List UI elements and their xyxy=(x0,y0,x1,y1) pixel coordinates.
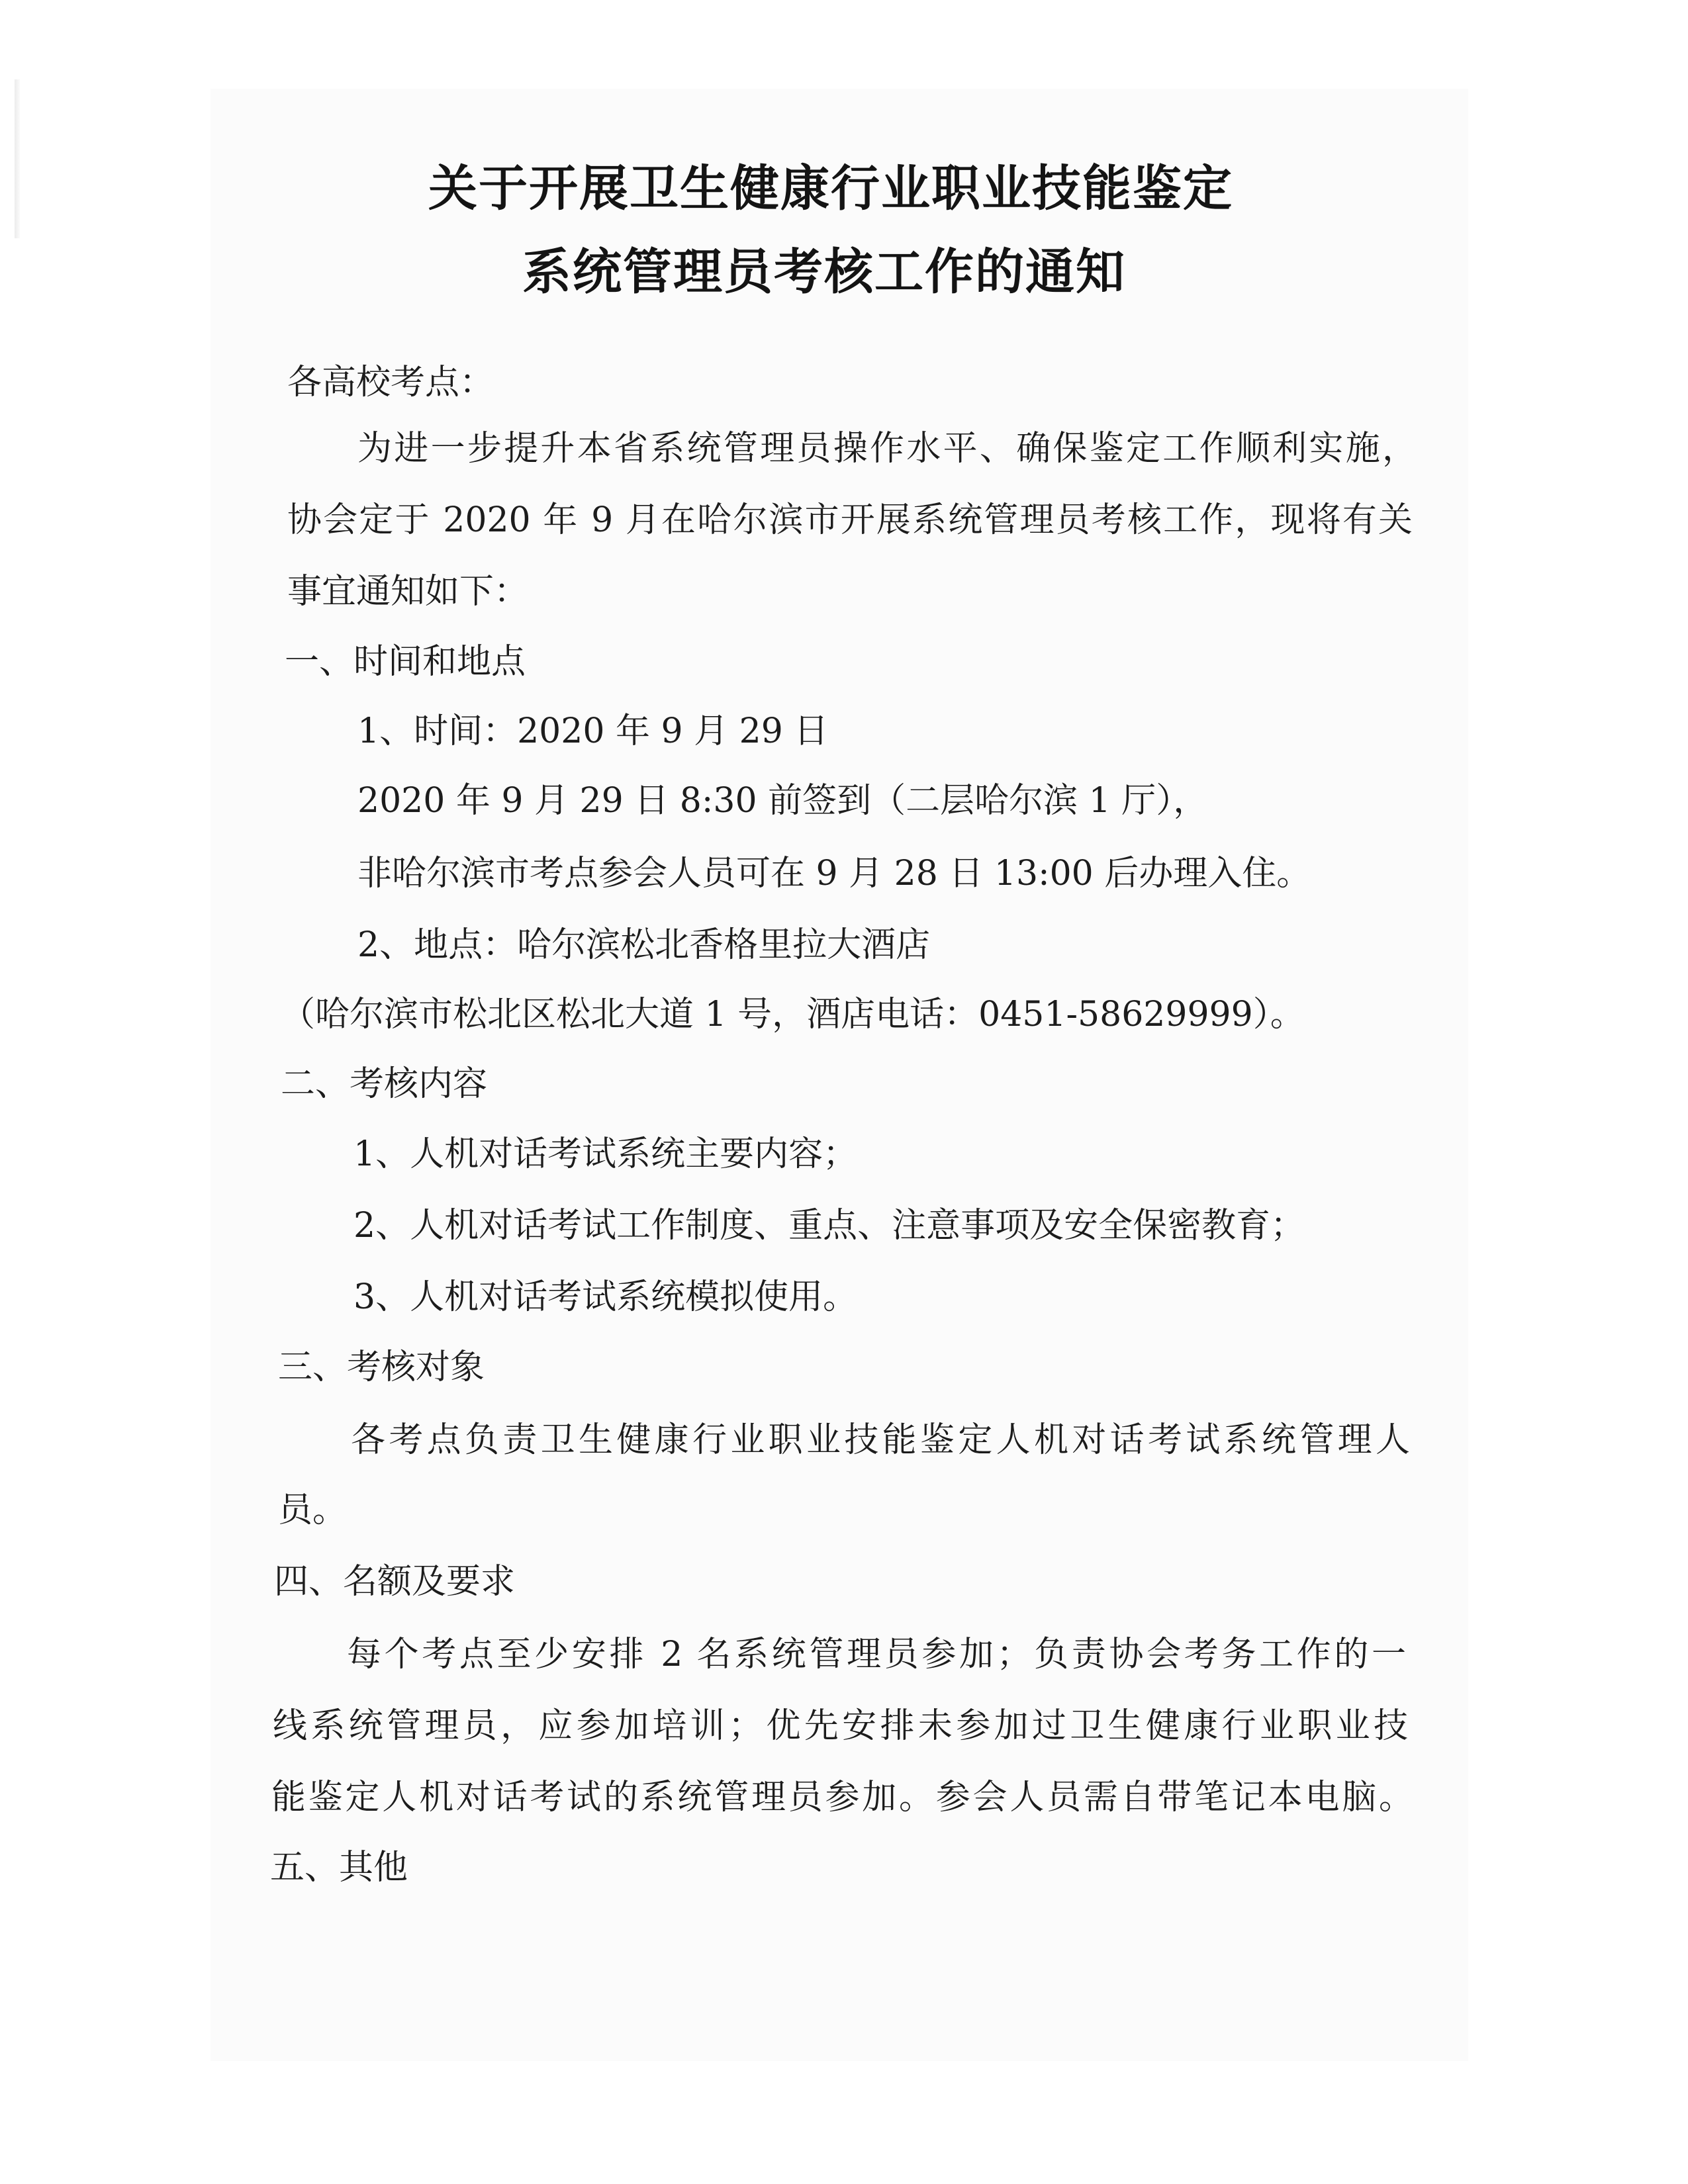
section-heading-content: 二、考核内容 xyxy=(281,1064,488,1104)
content-item-1: 1、人机对话考试系统主要内容； xyxy=(353,1134,858,1174)
intro-line-3: 事宜通知如下： xyxy=(287,572,529,612)
non-harbin-checkin-line: 非哈尔滨市考点参会人员可在 9 月 28 日 13:00 后办理入住。 xyxy=(357,854,1311,893)
quota-line-2: 线系统管理员，应参加培训；优先安排未参加过卫生健康行业职业技 xyxy=(273,1706,1408,1746)
document-title-line-1: 关于开展卫生健康行业职业技能鉴定 xyxy=(428,160,1233,217)
section-heading-time-location: 一、时间和地点 xyxy=(285,642,526,682)
checkin-line: 2020 年 9 月 29 日 8:30 前签到（二层哈尔滨 1 厅）， xyxy=(357,781,1208,821)
intro-line-1: 为进一步提升本省系统管理员操作水平、确保鉴定工作顺利实施， xyxy=(357,429,1417,469)
section-heading-target: 三、考核对象 xyxy=(278,1347,485,1387)
content-item-3: 3、人机对话考试系统模拟使用。 xyxy=(353,1277,858,1317)
time-line: 1、时间：2020 年 9 月 29 日 xyxy=(357,711,829,751)
section-heading-quota: 四、名额及要求 xyxy=(274,1562,516,1602)
section-heading-other: 五、其他 xyxy=(270,1848,408,1888)
content-item-2: 2、人机对话考试工作制度、重点、注意事项及安全保密教育； xyxy=(353,1206,1305,1246)
location-line: 2、地点：哈尔滨松北香格里拉大酒店 xyxy=(357,925,931,965)
document-title-line-2: 系统管理员考核工作的通知 xyxy=(522,244,1126,300)
quota-line-1: 每个考点至少安排 2 名系统管理员参加；负责协会考务工作的一 xyxy=(347,1635,1406,1674)
salutation: 各高校考点： xyxy=(287,363,494,402)
quota-line-3: 能鉴定人机对话考试的系统管理员参加。参会人员需自带笔记本电脑。 xyxy=(271,1778,1413,1817)
target-line-1: 各考点负责卫生健康行业职业技能鉴定人机对话考试系统管理人 xyxy=(351,1420,1410,1460)
address-line: （哈尔滨市松北区松北大道 1 号，酒店电话：0451-58629999）。 xyxy=(281,995,1305,1034)
target-line-2: 员。 xyxy=(278,1490,348,1530)
intro-line-2: 协会定于 2020 年 9 月在哈尔滨市开展系统管理员考核工作，现将有关 xyxy=(287,500,1413,540)
